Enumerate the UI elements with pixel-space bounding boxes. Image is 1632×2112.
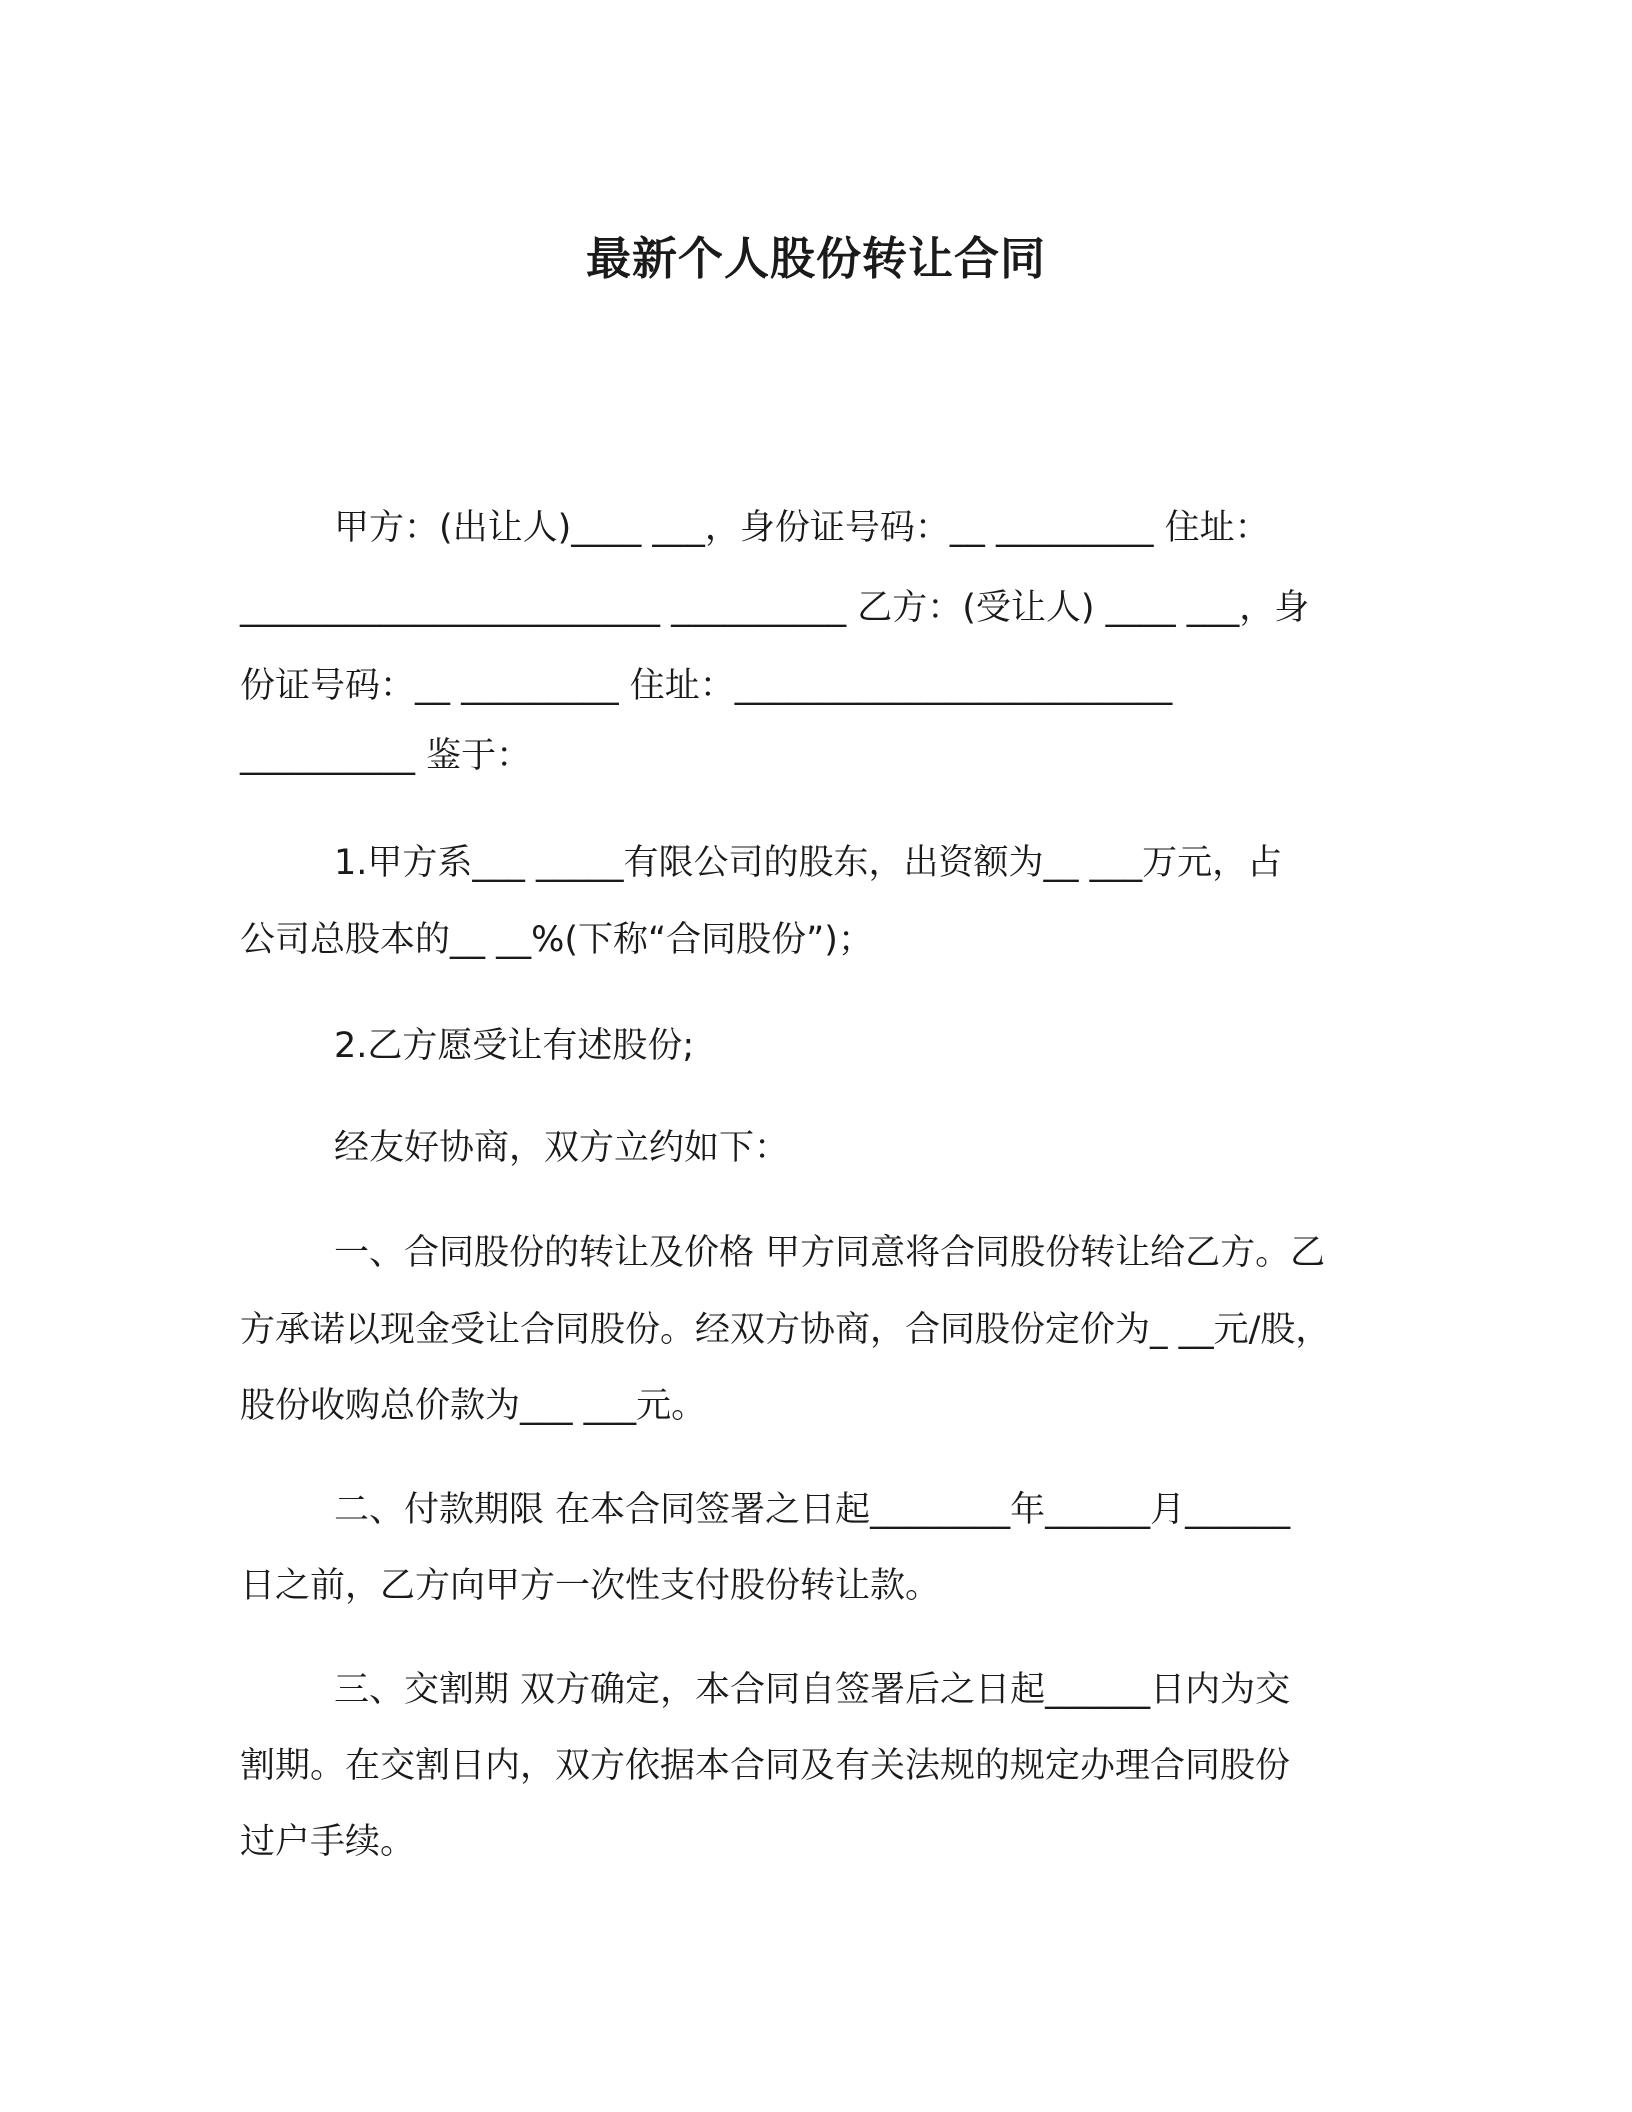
document-title: 最新个人股份转让合同	[585, 232, 1046, 285]
text-line-party-a: 甲方：(出让人)____ ___，身份证号码：__ _________ 住址：	[334, 508, 1270, 548]
text-line-whereas: __________ 鉴于：	[240, 736, 532, 776]
text-line-section-3-end: 过户手续。	[240, 1822, 416, 1862]
text-line-party-b-id: 份证号码：__ _________ 住址：_________________________	[240, 666, 1173, 706]
text-line-section-2: 二、付款期限 在本合同签署之日起________年______月______	[334, 1490, 1291, 1530]
text-line-section-1: 一、合同股份的转让及价格 甲方同意将合同股份转让给乙方。乙	[334, 1233, 1326, 1273]
text-line-clause-2: 2.乙方愿受让有述股份;	[334, 1026, 695, 1066]
text-line-clause-1-cont: 公司总股本的__ __%(下称“合同股份”)；	[240, 920, 873, 960]
text-line-party-b: ________________________ __________ 乙方：(受让人) ____ ___，身	[240, 588, 1310, 628]
text-line-clause-1: 1.甲方系___ _____有限公司的股东，出资额为__ ___万元，占	[334, 843, 1283, 883]
text-line-section-3: 三、交割期 双方确定，本合同自签署后之日起______日内为交	[334, 1670, 1291, 1710]
text-line-section-1-cont: 方承诺以现金受让合同股份。经双方协商，合同股份定价为_ __元/股，	[240, 1310, 1331, 1350]
text-line-section-1-end: 股份收购总价款为___ ___元。	[240, 1386, 707, 1426]
text-line-agreement: 经友好协商，双方立约如下：	[334, 1128, 790, 1168]
text-line-section-3-cont: 割期。在交割日内，双方依据本合同及有关法规的规定办理合同股份	[240, 1746, 1291, 1786]
text-line-section-2-cont: 日之前，乙方向甲方一次性支付股份转让款。	[240, 1566, 941, 1606]
